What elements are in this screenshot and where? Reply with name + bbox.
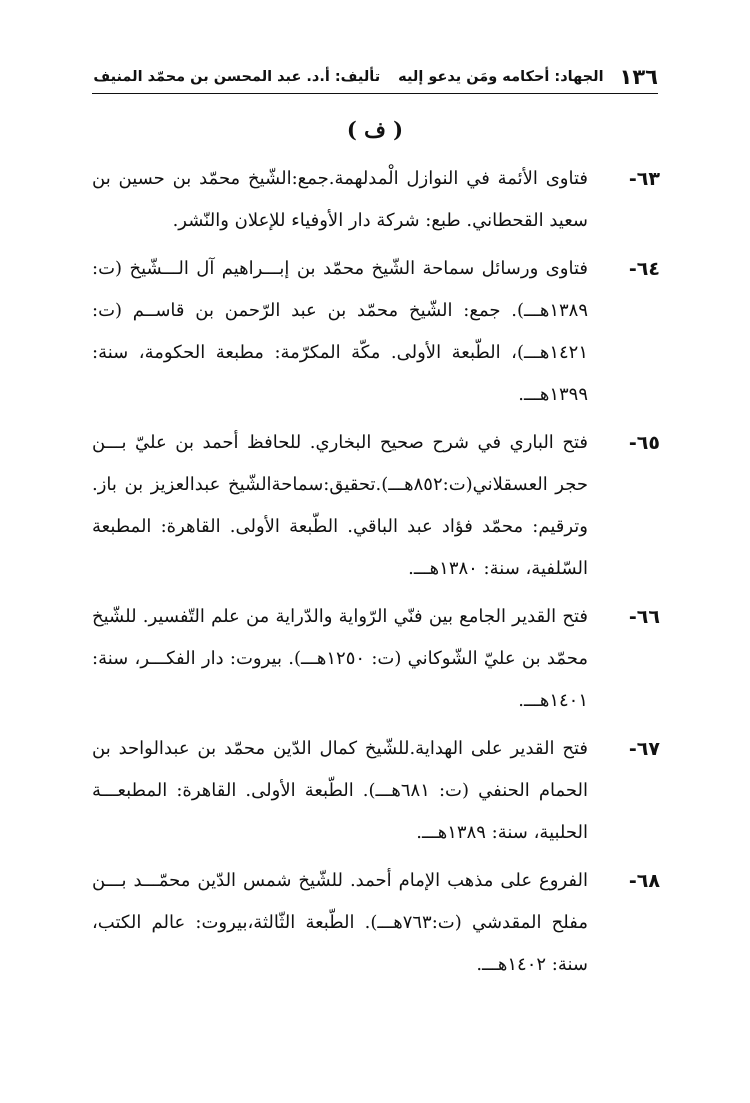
running-header <box>92 62 658 92</box>
bibliography-entry <box>92 248 660 416</box>
bibliography-entry <box>92 860 660 986</box>
header-author-name: أ.د. عبد المحسن بن محمّد المنيف <box>93 69 330 85</box>
header-divider <box>92 93 658 94</box>
entry-number: ٦٨- <box>628 870 660 892</box>
page-number: ١٣٦ <box>619 65 658 89</box>
entry-text: فتاوى ورسائل سماحة الشّيخ محمّد بن إبـــراهيم آل الـــشّيخ (ت: ١٣٨٩هـــ). جمع: الشّيخ محمّد بن عبد الرّحمن بن قاســم (ت: ١٤٢١هـــ)، الطّبعة الأولى. مكّة المكرّمة: مطبعة الحكومة، سنة: ١٣٩٩هـــ. <box>92 258 588 405</box>
bibliography-entry <box>92 728 660 854</box>
entry-number: ٦٦- <box>628 606 660 628</box>
header-author-label: تأليف: <box>334 69 381 85</box>
entry-text: فتاوى الأئمة في النوازل الْمدلهمة.جمع:الشّيخ محمّد بن حسين بن سعيد القحطاني. طبع: شركة دار الأوفياء للإعلان والنّشر. <box>92 168 588 231</box>
entry-text: فتح القدير على الهداية.للشّيخ كمال الدّين محمّد بن عبدالواحد بن الحمام الحنفي (ت: ٦٨١هـــ). الطّبعة الأولى. القاهرة: المطبعـــة الحلبية، سنة: ١٣٨٩هـــ. <box>92 738 588 843</box>
bibliography-entry <box>92 422 660 590</box>
entry-text: فتح الباري في شرح صحيح البخاري. للحافظ أحمد بن عليّ بـــن حجر العسقلاني(ت:٨٥٢هـــ).تحقيق:سماحةالشّيخ عبدالعزيز بن باز. وترقيم: محمّد فؤاد عبد الباقي. الطّبعة الأولى. القاهرة: المطبعة السّلفية، سنة: ١٣٨٠هـــ. <box>92 432 588 579</box>
entry-number: ٦٥- <box>628 432 660 454</box>
bibliography-entry <box>92 158 660 242</box>
entry-text: الفروع على مذهب الإمام أحمد. للشّيخ شمس الدّين محمّـــد بـــن مفلح المقدشي (ت:٧٦٣هـــ). الطّبعة الثّالثة،بيروت: عالم الكتب، سنة: ١٤٠٢هـــ. <box>92 870 588 975</box>
entry-number: ٦٣- <box>628 168 660 190</box>
bibliography-list <box>92 158 660 986</box>
section-letter-heading: ( ف ) <box>346 117 404 142</box>
entry-number: ٦٤- <box>628 258 660 280</box>
entry-text: فتح القدير الجامع بين فنّي الرّواية والدّراية من علم التّفسير. للشّيخ محمّد بن عليّ الشّوكاني (ت: ١٢٥٠هـــ). بيروت: دار الفكـــر، سنة: ١٤٠١هـــ. <box>92 606 588 711</box>
bibliography-entry <box>92 596 660 722</box>
entry-number: ٦٧- <box>628 738 660 760</box>
header-book-title: الجهاد: أحكامه ومَن يدعو إليه <box>398 69 604 85</box>
